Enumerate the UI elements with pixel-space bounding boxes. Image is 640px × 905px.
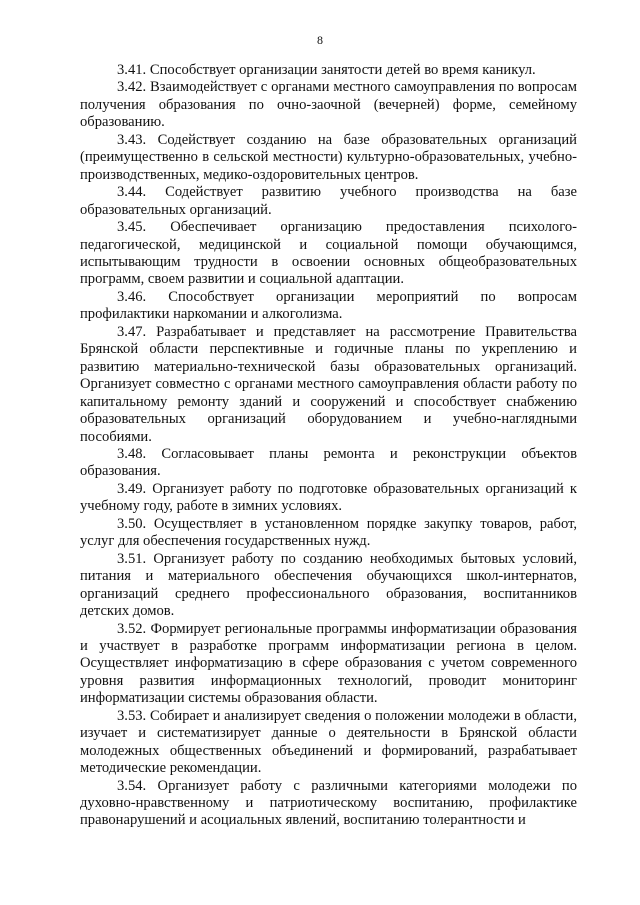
paragraph-3-44: 3.44. Содействует развитию учебного производства на базе образовательных организаций. <box>80 184 577 218</box>
paragraph-3-46: 3.46. Способствует организации мероприятий по вопросам профилактики наркомании и алкоголизма. <box>80 288 577 323</box>
paragraph-3-49: 3.49. Организует работу по подготовке образовательных организаций к учебному году, работе в зимних условиях. <box>80 480 577 515</box>
paragraph-3-53: 3.53. Собирает и анализирует сведения о положении молодежи в области, изучает и систематизирует данные о деятельности в Брянской области молодежных общественных объединений и формирований, разрабатывает методические рекомендации. <box>80 707 577 777</box>
paragraph-3-48: 3.48. Согласовывает планы ремонта и реконструкции объектов образования. <box>80 445 577 480</box>
paragraph-3-51: 3.51. Организует работу по созданию необходимых бытовых условий, питания и материального обеспечения обучающихся школ-интернатов, организаций среднего профессионального образования, воспитанников детских домов. <box>80 550 577 620</box>
paragraph-3-43: 3.43. Содействует созданию на базе образовательных организаций (преимущественно в сельской местности) культурно-образовательных, учебно-производственных, медико-оздоровительных центров. <box>80 131 577 183</box>
paragraph-3-41: 3.41. Способствует организации занятости детей во время каникул. <box>117 62 536 78</box>
paragraph-3-42: 3.42. Взаимодействует с органами местного самоуправления по вопросам получения образования по очно-заочной (вечерней) форме, семейному образованию. <box>80 79 577 131</box>
paragraph-3-45: 3.45. Обеспечивает организацию предоставления психолого-педагогической, медицинской и социальной помощи обучающимся, испытывающим трудности в освоении основных общеобразовательных программ, своем развитии и социальной адаптации. <box>80 219 577 288</box>
document-body <box>80 62 577 830</box>
paragraph-3-47: 3.47. Разрабатывает и представляет на рассмотрение Правительства Брянской области перспективные и годичные планы по укреплению и развитию материально-технической базы образовательных организаций. Организует совместно с органами местного самоуправления области работу по капитальному ремонту зданий и сооружений и способствует снабжению образовательных организаций оборудованием и учебно-наглядными пособиями. <box>80 323 577 445</box>
paragraph-3-50: 3.50. Осуществляет в установленном порядке закупку товаров, работ, услуг для обеспечения государственных нужд. <box>80 515 577 550</box>
paragraph-3-54: 3.54. Организует работу с различными категориями молодежи по духовно-нравственному и патриотическому воспитанию, профилактике правонарушений и асоциальных явлений, воспитанию толерантности и <box>80 777 577 829</box>
paragraph-3-52: 3.52. Формирует региональные программы информатизации образования и участвует в разработке программ информатизации региона в целом. Осуществляет информатизацию в сфере образования с учетом современного уровня развития информационных технологий, проводит мониторинг информатизации системы образования области. <box>80 620 577 707</box>
page-number: 8 <box>317 33 323 47</box>
